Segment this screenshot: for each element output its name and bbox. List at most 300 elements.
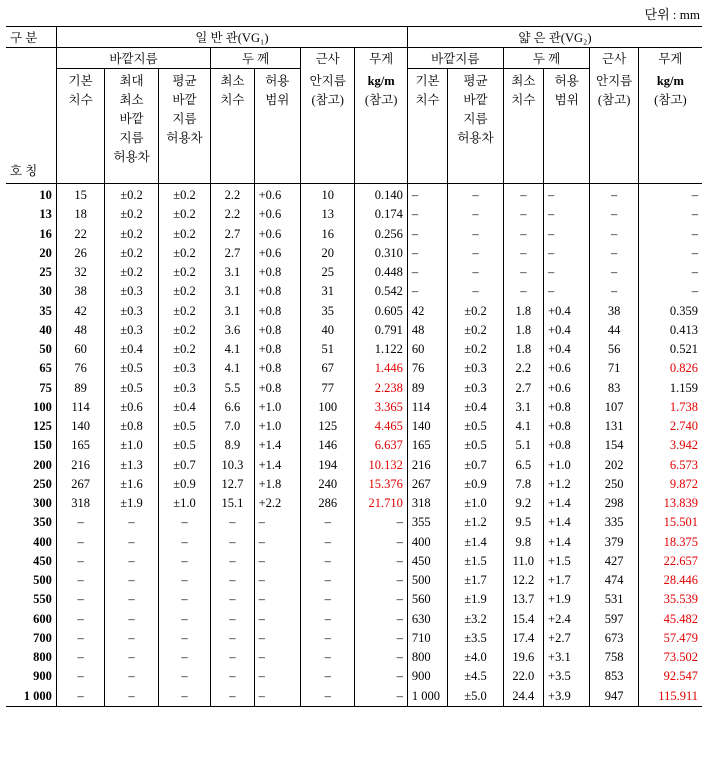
table-row xyxy=(6,571,702,590)
cell-vg2-value: ±1.0 xyxy=(448,494,503,513)
cell-vg1-value: 25 xyxy=(300,263,354,282)
cell-vg1-value: – xyxy=(254,533,300,552)
cell-vg1-value: 2.2 xyxy=(211,205,254,224)
cell-vg2-value: 28.446 xyxy=(638,571,702,590)
header-g1-avg-tol: 평균 바깥 지름 허용차 xyxy=(158,69,210,184)
cell-vg1-value: 146 xyxy=(300,436,354,455)
cell-vg2-value: 115.911 xyxy=(638,687,702,707)
cell-vg1-value: ±0.4 xyxy=(158,398,210,417)
cell-vg2-value: ±0.5 xyxy=(448,436,503,455)
cell-vg1-value: 13 xyxy=(300,205,354,224)
cell-vg2-value: 216 xyxy=(407,456,447,475)
cell-vg1-value: – xyxy=(355,648,407,667)
cell-vg2-value: – xyxy=(407,184,447,206)
cell-vg1-value: – xyxy=(355,571,407,590)
cell-vg1-value: 0.256 xyxy=(355,225,407,244)
cell-vg1-value: – xyxy=(355,667,407,686)
cell-vg2-value: 17.4 xyxy=(503,629,543,648)
cell-vg2-value: – xyxy=(503,244,543,263)
cell-vg2-value: +0.6 xyxy=(544,359,590,378)
cell-vg1-value: 267 xyxy=(56,475,104,494)
cell-vg2-value: +0.4 xyxy=(544,321,590,340)
cell-vg2-value: 450 xyxy=(407,552,447,571)
cell-vg1-value: – xyxy=(355,629,407,648)
header-g1-thickness-tol: 허용 범위 xyxy=(254,69,300,184)
cell-vg2-value: – xyxy=(407,225,447,244)
cell-vg1-value: – xyxy=(211,513,254,532)
cell-vg2-value: +1.9 xyxy=(544,590,590,609)
cell-vg1-value: ±0.2 xyxy=(158,302,210,321)
cell-nominal-size: 13 xyxy=(39,207,52,222)
cell-vg1-value: – xyxy=(56,571,104,590)
table-row xyxy=(6,340,702,359)
cell-vg1-value: +0.6 xyxy=(254,225,300,244)
cell-vg1-value: – xyxy=(158,629,210,648)
cell-vg1-value: 0.174 xyxy=(355,205,407,224)
cell-vg2-value: 474 xyxy=(590,571,638,590)
cell-vg1-value: ±1.6 xyxy=(105,475,158,494)
cell-vg1-value: 5.5 xyxy=(211,379,254,398)
cell-vg2-value: – xyxy=(448,205,503,224)
cell-vg1-value: – xyxy=(56,648,104,667)
cell-vg2-value: – xyxy=(590,263,638,282)
cell-vg1-value: – xyxy=(211,648,254,667)
header-g2-min-thickness: 최소 치수 xyxy=(503,69,543,184)
cell-vg1-value: – xyxy=(56,610,104,629)
cell-vg1-value: 125 xyxy=(300,417,354,436)
cell-vg2-value: 1.8 xyxy=(503,321,543,340)
cell-vg1-value: – xyxy=(300,610,354,629)
table-row xyxy=(6,456,702,475)
cell-vg2-value: – xyxy=(503,184,543,206)
cell-vg1-value: – xyxy=(158,648,210,667)
cell-vg2-value: ±0.3 xyxy=(448,359,503,378)
cell-vg2-value: 1.8 xyxy=(503,340,543,359)
cell-vg1-value: +0.8 xyxy=(254,340,300,359)
cell-vg2-value: 13.7 xyxy=(503,590,543,609)
cell-vg1-value: +0.8 xyxy=(254,263,300,282)
cell-vg2-value: 13.839 xyxy=(638,494,702,513)
cell-vg1-value: ±0.2 xyxy=(158,225,210,244)
cell-vg2-value: 500 xyxy=(407,571,447,590)
cell-vg1-value: 3.1 xyxy=(211,302,254,321)
cell-vg1-value: ±0.3 xyxy=(105,321,158,340)
cell-vg1-value: 32 xyxy=(56,263,104,282)
cell-vg2-value: – xyxy=(638,263,702,282)
cell-vg1-value: 3.1 xyxy=(211,263,254,282)
cell-vg2-value: 83 xyxy=(590,379,638,398)
cell-vg2-value: ±0.9 xyxy=(448,475,503,494)
cell-vg1-value: – xyxy=(211,552,254,571)
cell-vg1-value: 0.310 xyxy=(355,244,407,263)
cell-nominal-size: 1 000 xyxy=(6,687,56,707)
cell-vg1-value: ±0.6 xyxy=(105,398,158,417)
cell-vg2-value: – xyxy=(638,244,702,263)
cell-vg1-value: 194 xyxy=(300,456,354,475)
cell-vg2-value: ±1.7 xyxy=(448,571,503,590)
cell-vg1-value: 76 xyxy=(56,359,104,378)
cell-vg2-value: 1 000 xyxy=(407,687,447,707)
cell-vg1-value: 42 xyxy=(56,302,104,321)
cell-vg2-value: 1.8 xyxy=(503,302,543,321)
cell-vg2-value: 48 xyxy=(407,321,447,340)
cell-vg2-value: 15.501 xyxy=(638,513,702,532)
cell-vg1-value: 0.605 xyxy=(355,302,407,321)
cell-vg1-value: ±0.2 xyxy=(105,205,158,224)
cell-vg2-value: 427 xyxy=(590,552,638,571)
cell-vg2-value: ±0.2 xyxy=(448,321,503,340)
table-row xyxy=(6,533,702,552)
cell-vg1-value: 21.710 xyxy=(355,494,407,513)
cell-vg2-value: 7.8 xyxy=(503,475,543,494)
cell-vg1-value: ±0.4 xyxy=(105,340,158,359)
header-g1-weight: 무게 xyxy=(355,48,407,69)
cell-vg2-value: +3.5 xyxy=(544,667,590,686)
cell-vg1-value: – xyxy=(105,571,158,590)
table-row xyxy=(6,398,702,417)
cell-vg2-value: 11.0 xyxy=(503,552,543,571)
cell-vg1-value: ±0.2 xyxy=(158,184,210,206)
header-g2-basic: 기본 치수 xyxy=(407,69,447,184)
cell-nominal-size: 300 xyxy=(33,496,52,511)
cell-vg1-value: – xyxy=(56,667,104,686)
cell-vg1-value: 0.448 xyxy=(355,263,407,282)
table-row xyxy=(6,205,702,224)
cell-vg2-value: – xyxy=(448,282,503,301)
cell-vg2-value: 2.740 xyxy=(638,417,702,436)
cell-vg2-value: – xyxy=(590,225,638,244)
cell-vg1-value: 20 xyxy=(300,244,354,263)
cell-vg2-value: 0.826 xyxy=(638,359,702,378)
cell-vg2-value: +0.8 xyxy=(544,436,590,455)
cell-vg2-value: 9.8 xyxy=(503,533,543,552)
cell-vg2-value: 12.2 xyxy=(503,571,543,590)
cell-nominal-size: 10 xyxy=(39,188,52,203)
cell-vg2-value: 57.479 xyxy=(638,629,702,648)
cell-vg2-value: +3.9 xyxy=(544,687,590,707)
cell-vg2-value: +3.1 xyxy=(544,648,590,667)
cell-vg1-value: – xyxy=(300,590,354,609)
cell-vg2-value: +0.8 xyxy=(544,398,590,417)
cell-vg1-value: 2.238 xyxy=(355,379,407,398)
cell-vg1-value: – xyxy=(254,629,300,648)
cell-vg1-value: – xyxy=(56,687,104,707)
cell-vg1-value: 0.140 xyxy=(355,184,407,206)
cell-vg2-value: ±1.2 xyxy=(448,513,503,532)
cell-vg1-value: 4.1 xyxy=(211,359,254,378)
cell-vg2-value: – xyxy=(448,244,503,263)
cell-vg1-value: – xyxy=(254,610,300,629)
cell-vg1-value: – xyxy=(254,687,300,707)
cell-vg1-value: ±0.3 xyxy=(105,302,158,321)
cell-vg2-value: +0.6 xyxy=(544,379,590,398)
cell-vg2-value: – xyxy=(448,184,503,206)
table-row xyxy=(6,513,702,532)
header-g2-approx-id: 근사 xyxy=(590,48,638,69)
header-g2-thickness: 두 께 xyxy=(503,48,590,69)
cell-vg2-value: +1.2 xyxy=(544,475,590,494)
unit-label: 단위 : mm xyxy=(644,7,700,22)
cell-vg1-value: 3.365 xyxy=(355,398,407,417)
cell-vg2-value: +1.7 xyxy=(544,571,590,590)
cell-vg1-value: – xyxy=(254,513,300,532)
cell-vg1-value: +0.6 xyxy=(254,184,300,206)
cell-vg2-value: 3.942 xyxy=(638,436,702,455)
cell-nominal-size: 550 xyxy=(33,592,52,607)
cell-nominal-size: 65 xyxy=(39,361,52,376)
header-group-vg2: 얇 은 관(VG₂) xyxy=(407,27,702,48)
cell-vg2-value: – xyxy=(544,282,590,301)
cell-vg1-value: – xyxy=(105,590,158,609)
cell-vg1-value: – xyxy=(105,687,158,707)
header-g1-min-thickness: 최소 치수 xyxy=(211,69,254,184)
cell-nominal-size: 150 xyxy=(33,438,52,453)
cell-vg2-value: 0.359 xyxy=(638,302,702,321)
cell-vg2-value: 22.657 xyxy=(638,552,702,571)
table-row xyxy=(6,610,702,629)
cell-vg1-value: – xyxy=(56,513,104,532)
cell-nominal-size: 100 xyxy=(33,399,52,414)
header-g1-od: 바깥지름 xyxy=(56,48,210,69)
table-row xyxy=(6,379,702,398)
cell-vg1-value: 35 xyxy=(300,302,354,321)
cell-nominal-size: 400 xyxy=(33,534,52,549)
cell-vg1-value: – xyxy=(300,648,354,667)
header-g2-weight-unit: kg/m (참고) xyxy=(638,69,702,184)
cell-vg2-value: 630 xyxy=(407,610,447,629)
cell-vg1-value: 10 xyxy=(300,184,354,206)
cell-vg1-value: 318 xyxy=(56,494,104,513)
cell-vg1-value: +1.0 xyxy=(254,398,300,417)
cell-vg1-value: +0.6 xyxy=(254,244,300,263)
cell-vg1-value: – xyxy=(105,629,158,648)
table-row xyxy=(6,629,702,648)
cell-vg1-value: 240 xyxy=(300,475,354,494)
cell-vg2-value: 800 xyxy=(407,648,447,667)
cell-vg1-value: +1.8 xyxy=(254,475,300,494)
cell-vg1-value: ±0.7 xyxy=(158,456,210,475)
cell-nominal-size: 200 xyxy=(33,457,52,472)
cell-vg1-value: – xyxy=(158,590,210,609)
cell-vg2-value: 45.482 xyxy=(638,610,702,629)
cell-vg2-value: 853 xyxy=(590,667,638,686)
cell-vg2-value: ±4.5 xyxy=(448,667,503,686)
cell-vg2-value: 114 xyxy=(407,398,447,417)
cell-vg2-value: 202 xyxy=(590,456,638,475)
cell-vg2-value: – xyxy=(503,282,543,301)
cell-vg2-value: 531 xyxy=(590,590,638,609)
cell-vg1-value: – xyxy=(300,571,354,590)
cell-nominal-size: 350 xyxy=(33,515,52,530)
table-row xyxy=(6,302,702,321)
cell-nominal-size: 700 xyxy=(33,630,52,645)
cell-vg1-value: 18 xyxy=(56,205,104,224)
cell-vg1-value: +1.4 xyxy=(254,456,300,475)
cell-vg1-value: 3.1 xyxy=(211,282,254,301)
cell-nominal-size: 20 xyxy=(39,245,52,260)
cell-vg1-value: – xyxy=(300,667,354,686)
cell-vg1-value: 2.7 xyxy=(211,244,254,263)
cell-vg1-value: – xyxy=(158,571,210,590)
cell-vg1-value: 89 xyxy=(56,379,104,398)
cell-vg2-value: 318 xyxy=(407,494,447,513)
cell-vg2-value: 24.4 xyxy=(503,687,543,707)
cell-vg2-value: 18.375 xyxy=(638,533,702,552)
table-row xyxy=(6,648,702,667)
cell-vg1-value: – xyxy=(211,629,254,648)
cell-vg1-value: ±1.3 xyxy=(105,456,158,475)
cell-vg2-value: 56 xyxy=(590,340,638,359)
cell-vg1-value: 165 xyxy=(56,436,104,455)
cell-vg1-value: ±0.5 xyxy=(158,436,210,455)
cell-vg2-value: 6.573 xyxy=(638,456,702,475)
cell-vg2-value: 9.872 xyxy=(638,475,702,494)
cell-vg1-value: – xyxy=(105,533,158,552)
table-row xyxy=(6,667,702,686)
header-gubun: 구 분 xyxy=(6,27,56,48)
cell-vg2-value: 60 xyxy=(407,340,447,359)
cell-vg2-value: ±1.5 xyxy=(448,552,503,571)
cell-vg2-value: – xyxy=(448,225,503,244)
cell-vg1-value: 216 xyxy=(56,456,104,475)
cell-vg2-value: 76 xyxy=(407,359,447,378)
cell-vg1-value: 16 xyxy=(300,225,354,244)
cell-vg2-value: 0.413 xyxy=(638,321,702,340)
cell-vg1-value: 2.2 xyxy=(211,184,254,206)
cell-vg2-value: 4.1 xyxy=(503,417,543,436)
cell-vg1-value: – xyxy=(105,648,158,667)
cell-nominal-size: 125 xyxy=(33,419,52,434)
cell-vg2-value: 400 xyxy=(407,533,447,552)
cell-vg2-value: 22.0 xyxy=(503,667,543,686)
cell-vg2-value: – xyxy=(407,282,447,301)
cell-nominal-size: 40 xyxy=(39,322,52,337)
cell-vg1-value: ±0.8 xyxy=(105,417,158,436)
cell-vg1-value: – xyxy=(254,648,300,667)
cell-vg2-value: – xyxy=(544,205,590,224)
cell-vg1-value: +0.6 xyxy=(254,205,300,224)
cell-vg1-value: – xyxy=(56,590,104,609)
cell-nominal-size: 600 xyxy=(33,611,52,626)
cell-vg1-value: ±1.0 xyxy=(158,494,210,513)
cell-vg2-value: 5.1 xyxy=(503,436,543,455)
cell-vg1-value: ±0.2 xyxy=(105,263,158,282)
table-row xyxy=(6,436,702,455)
cell-vg2-value: ±3.5 xyxy=(448,629,503,648)
table-row xyxy=(6,552,702,571)
cell-vg1-value: 51 xyxy=(300,340,354,359)
cell-vg1-value: ±0.5 xyxy=(158,417,210,436)
cell-vg1-value: – xyxy=(105,610,158,629)
cell-vg1-value: 22 xyxy=(56,225,104,244)
cell-vg1-value: +1.4 xyxy=(254,436,300,455)
cell-vg2-value: ±4.0 xyxy=(448,648,503,667)
cell-vg1-value: – xyxy=(158,667,210,686)
cell-vg2-value: – xyxy=(544,184,590,206)
cell-vg1-value: 67 xyxy=(300,359,354,378)
cell-vg2-value: 1.159 xyxy=(638,379,702,398)
header-hoching: 호 칭 xyxy=(6,48,56,184)
cell-vg2-value: – xyxy=(407,205,447,224)
header-g2-avg-tol: 평균 바깥 지름 허용차 xyxy=(448,69,503,184)
header-g1-max-min-tol: 최대 최소 바깥 지름 허용차 xyxy=(105,69,158,184)
cell-vg2-value: +2.7 xyxy=(544,629,590,648)
cell-vg2-value: 15.4 xyxy=(503,610,543,629)
cell-nominal-size: 75 xyxy=(39,380,52,395)
cell-vg2-value: +1.4 xyxy=(544,533,590,552)
cell-vg1-value: 26 xyxy=(56,244,104,263)
cell-vg2-value: 710 xyxy=(407,629,447,648)
cell-vg2-value: 9.2 xyxy=(503,494,543,513)
cell-vg1-value: 31 xyxy=(300,282,354,301)
table-row xyxy=(6,263,702,282)
cell-vg1-value: 7.0 xyxy=(211,417,254,436)
cell-vg1-value: +0.8 xyxy=(254,359,300,378)
cell-vg2-value: +1.0 xyxy=(544,456,590,475)
cell-vg1-value: 4.1 xyxy=(211,340,254,359)
cell-vg2-value: 131 xyxy=(590,417,638,436)
cell-vg1-value: – xyxy=(355,590,407,609)
cell-vg2-value: ±0.4 xyxy=(448,398,503,417)
cell-vg1-value: – xyxy=(211,590,254,609)
cell-vg2-value: 3.1 xyxy=(503,398,543,417)
cell-vg2-value: 335 xyxy=(590,513,638,532)
cell-vg2-value: – xyxy=(638,282,702,301)
cell-vg2-value: +1.4 xyxy=(544,494,590,513)
cell-vg2-value: 560 xyxy=(407,590,447,609)
cell-vg1-value: ±0.2 xyxy=(158,263,210,282)
table-row xyxy=(6,417,702,436)
cell-vg1-value: – xyxy=(211,667,254,686)
header-g1-inner-diameter: 안지름 (참고) xyxy=(300,69,354,184)
cell-vg1-value: – xyxy=(56,552,104,571)
cell-vg1-value: +0.8 xyxy=(254,379,300,398)
cell-vg2-value: – xyxy=(590,244,638,263)
cell-vg1-value: 10.132 xyxy=(355,456,407,475)
header-g1-thickness: 두 께 xyxy=(211,48,301,69)
cell-vg1-value: – xyxy=(158,533,210,552)
cell-vg1-value: 15.376 xyxy=(355,475,407,494)
cell-vg1-value: – xyxy=(254,667,300,686)
cell-vg2-value: ±1.4 xyxy=(448,533,503,552)
cell-vg2-value: 2.2 xyxy=(503,359,543,378)
cell-vg1-value: – xyxy=(300,513,354,532)
cell-vg1-value: ±0.5 xyxy=(105,379,158,398)
table-row xyxy=(6,359,702,378)
cell-vg2-value: 250 xyxy=(590,475,638,494)
cell-vg2-value: ±0.7 xyxy=(448,456,503,475)
cell-vg1-value: 15 xyxy=(56,184,104,206)
cell-vg1-value: ±1.9 xyxy=(105,494,158,513)
pipe-dimension-table xyxy=(6,26,702,707)
cell-vg1-value: 286 xyxy=(300,494,354,513)
cell-vg2-value: 42 xyxy=(407,302,447,321)
header-g1-weight-unit: kg/m (참고) xyxy=(355,69,407,184)
cell-vg2-value: 35.539 xyxy=(638,590,702,609)
cell-nominal-size: 450 xyxy=(33,553,52,568)
cell-vg2-value: – xyxy=(638,205,702,224)
cell-vg1-value: 38 xyxy=(56,282,104,301)
cell-vg2-value: +1.5 xyxy=(544,552,590,571)
cell-vg1-value: ±0.2 xyxy=(105,244,158,263)
cell-vg1-value: – xyxy=(158,687,210,707)
cell-vg2-value: 165 xyxy=(407,436,447,455)
cell-vg1-value: ±0.2 xyxy=(158,321,210,340)
cell-vg2-value: +2.4 xyxy=(544,610,590,629)
cell-vg2-value: 6.5 xyxy=(503,456,543,475)
cell-vg1-value: – xyxy=(211,610,254,629)
cell-vg1-value: – xyxy=(56,629,104,648)
